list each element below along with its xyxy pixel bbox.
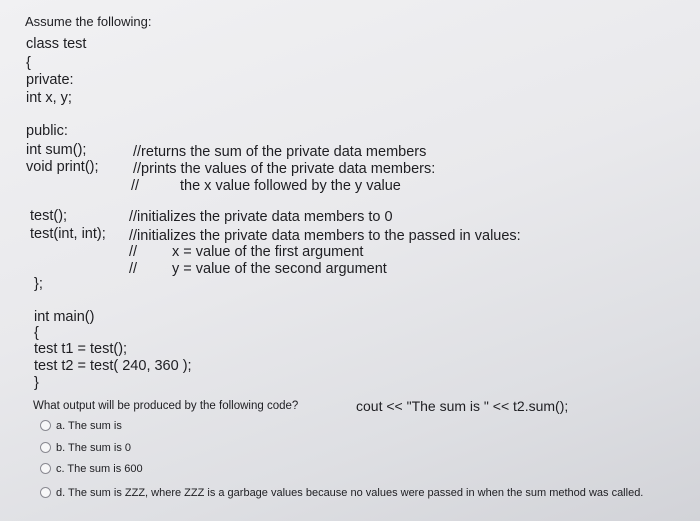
main-open-brace: { bbox=[34, 325, 39, 341]
statement-t1: test t1 = test(); bbox=[34, 341, 128, 357]
class-open-brace: { bbox=[26, 55, 31, 71]
main-close-brace: } bbox=[34, 375, 39, 391]
question-prompt: What output will be produced by the following code? bbox=[33, 400, 299, 412]
print-declaration: void print(); bbox=[26, 159, 99, 175]
print-comment-continued: the x value followed by the y value bbox=[180, 178, 401, 194]
option-d-radio[interactable] bbox=[40, 487, 51, 498]
class-close: }; bbox=[34, 276, 43, 292]
param-constructor: test(int, int); bbox=[30, 226, 106, 242]
default-constructor-comment: //initializes the private data members to 0 bbox=[129, 209, 393, 225]
ctor-comment-slash-1: // bbox=[129, 244, 138, 260]
class-declaration: class test bbox=[26, 36, 87, 52]
option-d-label[interactable]: d. The sum is ZZZ, where ZZZ is a garbage values because no values were passed in when the sum method was called. bbox=[56, 487, 644, 499]
ctor-comment-y: y = value of the second argument bbox=[172, 261, 387, 277]
public-label: public: bbox=[26, 123, 68, 139]
instruction-text: Assume the following: bbox=[25, 14, 152, 29]
option-b-radio[interactable] bbox=[40, 442, 51, 453]
private-members: int x, y; bbox=[26, 90, 72, 106]
option-a-radio[interactable] bbox=[40, 420, 51, 431]
main-declaration: int main() bbox=[34, 309, 95, 325]
option-c-radio[interactable] bbox=[40, 463, 51, 474]
code-snippet: cout << "The sum is " << t2.sum(); bbox=[356, 398, 569, 414]
param-constructor-comment: //initializes the private data members to the passed in values: bbox=[129, 228, 521, 244]
default-constructor: test(); bbox=[30, 208, 68, 224]
print-comment: //prints the values of the private data members: bbox=[133, 161, 436, 177]
ctor-comment-slash-2: // bbox=[129, 261, 138, 277]
statement-t2: test t2 = test( 240, 360 ); bbox=[34, 358, 192, 374]
sum-declaration: int sum(); bbox=[26, 142, 87, 158]
option-a-label[interactable]: a. The sum is bbox=[56, 420, 122, 432]
option-b-label[interactable]: b. The sum is 0 bbox=[56, 442, 131, 454]
print-comment-slash: // bbox=[131, 178, 140, 194]
option-c-label[interactable]: c. The sum is 600 bbox=[56, 463, 143, 475]
private-label: private: bbox=[26, 72, 74, 88]
ctor-comment-x: x = value of the first argument bbox=[172, 244, 364, 260]
sum-comment: //returns the sum of the private data members bbox=[133, 144, 427, 160]
